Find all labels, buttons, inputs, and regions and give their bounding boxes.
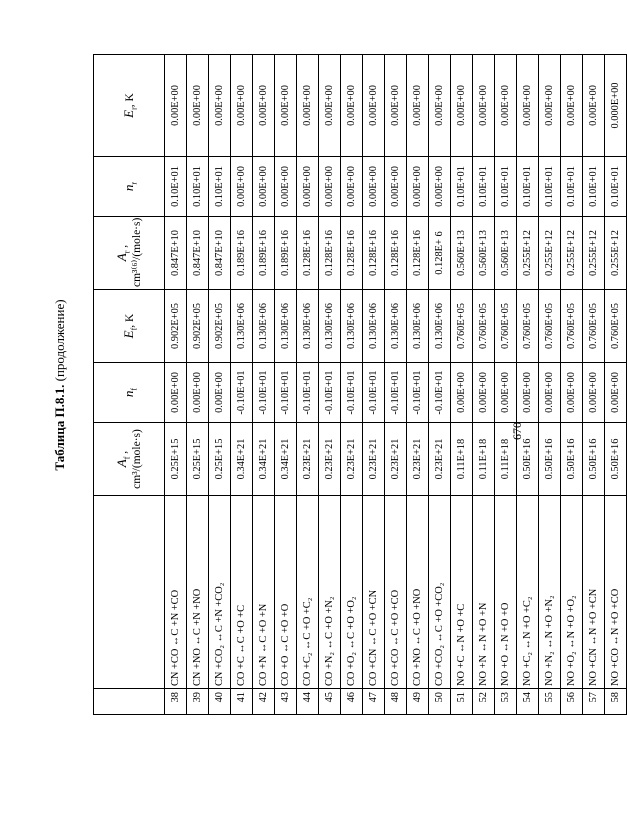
ar-value: 0.560E+13 xyxy=(451,217,473,290)
ar-value: 0.847E+10 xyxy=(165,217,187,290)
row-index: 49 xyxy=(407,689,429,715)
af-value: 0.23E+21 xyxy=(429,423,451,496)
er-value: 0.00E+00 xyxy=(495,55,517,157)
table-row xyxy=(429,55,451,715)
reaction: CO +N₂ ↔C +O +N₂ xyxy=(319,496,341,689)
er-value: 0.00E+00 xyxy=(165,55,187,157)
nr-value: 0.10E+01 xyxy=(473,157,495,217)
table-body xyxy=(165,55,627,715)
reaction: CO +C ↔C +O +C xyxy=(231,496,253,689)
row-index: 40 xyxy=(209,689,231,715)
nf-value: 0.00E+00 xyxy=(451,363,473,423)
nf-value: -0.10E+01 xyxy=(341,363,363,423)
nr-value: 0.00E+00 xyxy=(231,157,253,217)
af-value: 0.11E+18 xyxy=(451,423,473,496)
table-row xyxy=(407,55,429,715)
af-value: 0.25E+15 xyxy=(187,423,209,496)
ef-value: 0.130E+06 xyxy=(297,290,319,363)
ar-value: 0.128E+16 xyxy=(363,217,385,290)
reaction: NO +C ↔N +O +C xyxy=(451,496,473,689)
af-value: 0.25E+15 xyxy=(209,423,231,496)
af-value: 0.23E+21 xyxy=(385,423,407,496)
ef-value: 0.902E+05 xyxy=(209,290,231,363)
row-index: 47 xyxy=(363,689,385,715)
er-value: 0.00E+00 xyxy=(209,55,231,157)
table-row xyxy=(451,55,473,715)
header-er: $E_r$, K xyxy=(94,55,165,157)
reaction: NO +CO ↔N +O +CO xyxy=(605,496,627,689)
reaction: CO +CO ↔C +O +CO xyxy=(385,496,407,689)
row-index: 58 xyxy=(605,689,627,715)
er-value: 0.00E+00 xyxy=(275,55,297,157)
table-row xyxy=(165,55,187,715)
table-row xyxy=(253,55,275,715)
er-value: 0.00E+00 xyxy=(539,55,561,157)
nr-value: 0.00E+00 xyxy=(275,157,297,217)
reaction: CN +CO ↔C +N +CO xyxy=(165,496,187,689)
nr-value: 0.00E+00 xyxy=(363,157,385,217)
af-value: 0.50E+16 xyxy=(561,423,583,496)
ef-value: 0.760E+05 xyxy=(539,290,561,363)
nr-value: 0.00E+00 xyxy=(429,157,451,217)
er-value: 0.00E+00 xyxy=(385,55,407,157)
ef-value: 0.130E+06 xyxy=(275,290,297,363)
ar-value: 0.128E+16 xyxy=(319,217,341,290)
ef-value: 0.130E+06 xyxy=(319,290,341,363)
row-index: 44 xyxy=(297,689,319,715)
nr-value: 0.00E+00 xyxy=(253,157,275,217)
er-value: 0.00E+00 xyxy=(297,55,319,157)
af-value: 0.50E+16 xyxy=(583,423,605,496)
nr-value: 0.10E+01 xyxy=(209,157,231,217)
ar-value: 0.189E+16 xyxy=(253,217,275,290)
ar-value: 0.255E+12 xyxy=(539,217,561,290)
reaction-rates-table xyxy=(93,54,627,715)
nr-value: 0.10E+01 xyxy=(187,157,209,217)
row-index: 39 xyxy=(187,689,209,715)
reaction: CN +NO ↔C +N +NO xyxy=(187,496,209,689)
table-row xyxy=(473,55,495,715)
nf-value: -0.10E+01 xyxy=(319,363,341,423)
ar-value: 0.560E+13 xyxy=(495,217,517,290)
nf-value: -0.10E+01 xyxy=(253,363,275,423)
header-ef: $E_f$, K xyxy=(94,290,165,363)
ar-value: 0.128E+16 xyxy=(407,217,429,290)
er-value: 0.00E+00 xyxy=(429,55,451,157)
nf-value: 0.00E+00 xyxy=(583,363,605,423)
ar-value: 0.847E+10 xyxy=(209,217,231,290)
table-row xyxy=(275,55,297,715)
row-index: 51 xyxy=(451,689,473,715)
af-value: 0.23E+21 xyxy=(407,423,429,496)
nf-value: -0.10E+01 xyxy=(429,363,451,423)
af-value: 0.34E+21 xyxy=(275,423,297,496)
nr-value: 0.00E+00 xyxy=(385,157,407,217)
er-value: 0.00E+00 xyxy=(451,55,473,157)
af-value: 0.11E+18 xyxy=(495,423,517,496)
ef-value: 0.130E+06 xyxy=(407,290,429,363)
ar-value: 0.128E+16 xyxy=(341,217,363,290)
nr-value: 0.10E+01 xyxy=(561,157,583,217)
caption-title: Таблица П.8.1. xyxy=(52,384,67,471)
nr-value: 0.10E+01 xyxy=(495,157,517,217)
reaction: CO +CN ↔C +O +CN xyxy=(363,496,385,689)
nf-value: -0.10E+01 xyxy=(275,363,297,423)
header-nr: $n_r$ xyxy=(94,157,165,217)
row-index: 43 xyxy=(275,689,297,715)
table-row xyxy=(297,55,319,715)
reaction: CO +NO ↔C +O +NO xyxy=(407,496,429,689)
reaction: CO +C₂ ↔C +O +C₂ xyxy=(297,496,319,689)
reaction: NO +N ↔N +O +N xyxy=(473,496,495,689)
table-row xyxy=(583,55,605,715)
af-value: 0.50E+16 xyxy=(539,423,561,496)
ef-value: 0.760E+05 xyxy=(473,290,495,363)
header-ar: $A_r$ , cm³⁽⁶⁾/(mole·s) xyxy=(94,217,165,290)
header-af: $A_f$ , cm³/(mole·s) xyxy=(94,423,165,496)
table-row xyxy=(385,55,407,715)
er-value: 0.00E+00 xyxy=(473,55,495,157)
row-index: 50 xyxy=(429,689,451,715)
row-index: 56 xyxy=(561,689,583,715)
nr-value: 0.10E+01 xyxy=(605,157,627,217)
reaction: CN +CO₂ ↔C +N +CO₂ xyxy=(209,496,231,689)
ef-value: 0.130E+06 xyxy=(385,290,407,363)
nr-value: 0.10E+01 xyxy=(165,157,187,217)
nf-value: 0.00E+00 xyxy=(209,363,231,423)
ef-value: 0.760E+05 xyxy=(561,290,583,363)
nr-value: 0.10E+01 xyxy=(583,157,605,217)
nf-value: 0.00E+00 xyxy=(165,363,187,423)
table-row xyxy=(495,55,517,715)
af-value: 0.25E+15 xyxy=(165,423,187,496)
ef-value: 0.760E+05 xyxy=(517,290,539,363)
reaction: CO +N ↔C +O +N xyxy=(253,496,275,689)
af-value: 0.23E+21 xyxy=(363,423,385,496)
table-row xyxy=(231,55,253,715)
af-value: 0.34E+21 xyxy=(253,423,275,496)
header-row xyxy=(94,55,165,715)
row-index: 38 xyxy=(165,689,187,715)
nf-value: -0.10E+01 xyxy=(363,363,385,423)
nf-value: 0.00E+00 xyxy=(517,363,539,423)
er-value: 0.00E+00 xyxy=(561,55,583,157)
er-value: 0.00E+00 xyxy=(231,55,253,157)
reaction: NO +N₂ ↔N +O +N₂ xyxy=(539,496,561,689)
nf-value: 0.00E+00 xyxy=(187,363,209,423)
nr-value: 0.10E+01 xyxy=(517,157,539,217)
row-index: 48 xyxy=(385,689,407,715)
er-value: 0.00E+00 xyxy=(319,55,341,157)
ar-value: 0.847E+10 xyxy=(187,217,209,290)
nf-value: 0.00E+00 xyxy=(605,363,627,423)
nr-value: 0.00E+00 xyxy=(319,157,341,217)
nf-value: -0.10E+01 xyxy=(407,363,429,423)
er-value: 0.00E+00 xyxy=(517,55,539,157)
row-index: 45 xyxy=(319,689,341,715)
ef-value: 0.902E+05 xyxy=(165,290,187,363)
row-index: 55 xyxy=(539,689,561,715)
ar-value: 0.128E+16 xyxy=(297,217,319,290)
table-row xyxy=(341,55,363,715)
ar-value: 0.255E+12 xyxy=(517,217,539,290)
ef-value: 0.760E+05 xyxy=(495,290,517,363)
ef-value: 0.130E+06 xyxy=(231,290,253,363)
reaction: NO +CN ↔N +O +CN xyxy=(583,496,605,689)
header-index xyxy=(94,689,165,715)
nr-value: 0.10E+01 xyxy=(539,157,561,217)
table-row xyxy=(319,55,341,715)
ar-value: 0.560E+13 xyxy=(473,217,495,290)
er-value: 0.00E+00 xyxy=(341,55,363,157)
nr-value: 0.10E+01 xyxy=(451,157,473,217)
row-index: 52 xyxy=(473,689,495,715)
ar-value: 0.189E+16 xyxy=(275,217,297,290)
row-index: 42 xyxy=(253,689,275,715)
reaction: NO +O ↔N +O +O xyxy=(495,496,517,689)
ar-value: 0.128E+16 xyxy=(385,217,407,290)
nr-value: 0.00E+00 xyxy=(297,157,319,217)
ef-value: 0.130E+06 xyxy=(363,290,385,363)
nf-value: 0.00E+00 xyxy=(473,363,495,423)
row-index: 46 xyxy=(341,689,363,715)
ar-value: 0.255E+12 xyxy=(583,217,605,290)
row-index: 41 xyxy=(231,689,253,715)
er-value: 0.00E+00 xyxy=(407,55,429,157)
af-value: 0.23E+21 xyxy=(297,423,319,496)
er-value: 0.000E+00 xyxy=(605,55,627,157)
table-row xyxy=(209,55,231,715)
ef-value: 0.760E+05 xyxy=(583,290,605,363)
table-row xyxy=(363,55,385,715)
nf-value: -0.10E+01 xyxy=(385,363,407,423)
ef-value: 0.130E+06 xyxy=(253,290,275,363)
nf-value: -0.10E+01 xyxy=(231,363,253,423)
reaction: CO +CO₂ ↔C +O +CO₂ xyxy=(429,496,451,689)
ef-value: 0.760E+05 xyxy=(605,290,627,363)
ef-value: 0.760E+05 xyxy=(451,290,473,363)
rotated-page-content xyxy=(39,55,621,715)
header-nf: $n_f$ xyxy=(94,363,165,423)
reaction: NO +C₂ ↔N +O +C₂ xyxy=(517,496,539,689)
er-value: 0.00E+00 xyxy=(253,55,275,157)
ef-value: 0.902E+05 xyxy=(187,290,209,363)
header-reaction xyxy=(94,496,165,689)
er-value: 0.00E+00 xyxy=(187,55,209,157)
er-value: 0.00E+00 xyxy=(363,55,385,157)
nr-value: 0.00E+00 xyxy=(341,157,363,217)
table-row xyxy=(605,55,627,715)
page-number: 670 xyxy=(510,422,524,440)
row-index: 53 xyxy=(495,689,517,715)
table-caption xyxy=(39,55,81,715)
row-index: 54 xyxy=(517,689,539,715)
nf-value: 0.00E+00 xyxy=(495,363,517,423)
table-row xyxy=(539,55,561,715)
af-value: 0.23E+21 xyxy=(319,423,341,496)
table-row xyxy=(187,55,209,715)
ar-value: 0.255E+12 xyxy=(561,217,583,290)
ar-value: 0.255E+12 xyxy=(605,217,627,290)
nf-value: 0.00E+00 xyxy=(561,363,583,423)
af-value: 0.50E+16 xyxy=(517,423,539,496)
row-index: 57 xyxy=(583,689,605,715)
reaction: NO +O₂ ↔N +O +O₂ xyxy=(561,496,583,689)
reaction: CO +O₂ ↔C +O +O₂ xyxy=(341,496,363,689)
af-value: 0.34E+21 xyxy=(231,423,253,496)
af-value: 0.50E+16 xyxy=(605,423,627,496)
nr-value: 0.00E+00 xyxy=(407,157,429,217)
ar-value: 0.189E+16 xyxy=(231,217,253,290)
nf-value: -0.10E+01 xyxy=(297,363,319,423)
ar-value: 0.128E+ 6 xyxy=(429,217,451,290)
af-value: 0.11E+18 xyxy=(473,423,495,496)
af-value: 0.23E+21 xyxy=(341,423,363,496)
table-row xyxy=(561,55,583,715)
caption-note: (продолжение) xyxy=(52,299,67,382)
er-value: 0.00E+00 xyxy=(583,55,605,157)
reaction: CO +O ↔C +O +O xyxy=(275,496,297,689)
ef-value: 0.130E+06 xyxy=(429,290,451,363)
ef-value: 0.130E+06 xyxy=(341,290,363,363)
nf-value: 0.00E+00 xyxy=(539,363,561,423)
table-row xyxy=(517,55,539,715)
